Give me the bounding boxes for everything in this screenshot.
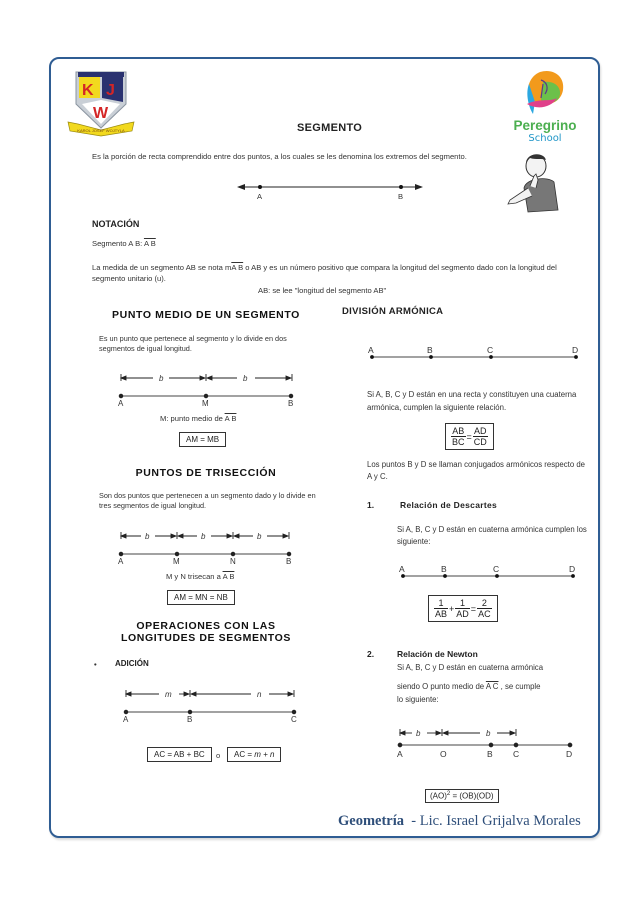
midpoint-formula: AM = MB bbox=[179, 432, 226, 447]
page-title: SEGMENTO bbox=[297, 122, 363, 134]
frac-num: 2 bbox=[477, 598, 492, 609]
notation-overline-ab: A B bbox=[143, 239, 156, 248]
svg-text:W: W bbox=[93, 105, 109, 122]
svg-text:D: D bbox=[566, 749, 573, 759]
operations-title-line2: LONGITUDES DE SEGMENTOS bbox=[121, 632, 291, 644]
svg-text:A: A bbox=[123, 715, 129, 724]
descartes-number: 1. bbox=[367, 500, 375, 510]
addition-formula-1: AC = AB + BC bbox=[147, 747, 212, 762]
svg-text:m: m bbox=[165, 690, 172, 699]
notation-line bbox=[92, 238, 156, 249]
svg-text:KAROL JOSEF WOJTYLA: KAROL JOSEF WOJTYLA bbox=[77, 128, 125, 133]
svg-text:n: n bbox=[257, 690, 262, 699]
svg-text:B: B bbox=[286, 557, 292, 566]
measure-text-1: La medida de un segmento AB se nota m bbox=[92, 263, 232, 272]
segment-definition: Es la porción de recta comprendido entre dos puntos, a los cuales se les denomina los extremos del segmento. bbox=[92, 152, 467, 161]
trisection-diagram bbox=[115, 528, 300, 568]
svg-text:b: b bbox=[145, 532, 150, 541]
frac-den: CD bbox=[473, 437, 487, 447]
svg-text:A: A bbox=[399, 564, 405, 574]
svg-text:O: O bbox=[440, 749, 447, 759]
addition-formula-2-expr: m + n bbox=[254, 750, 275, 759]
harmonic-text: Si A, B, C y D están en una recta y constituyen una cuaterna armónica, cumplen la siguiente relación. bbox=[367, 390, 577, 412]
peregrino-name: Peregrino bbox=[513, 118, 577, 133]
trisection-formula: AM = MN = NB bbox=[167, 590, 235, 605]
svg-text:A: A bbox=[368, 345, 374, 355]
svg-text:C: C bbox=[513, 749, 520, 759]
svg-text:M: M bbox=[173, 557, 180, 566]
midpoint-caption-text: M: punto medio de bbox=[160, 414, 225, 423]
addition-formula-2-prefix: AC = bbox=[234, 750, 255, 759]
frac-num: 1 bbox=[434, 598, 448, 609]
svg-text:b: b bbox=[257, 532, 262, 541]
equals-sign: = bbox=[466, 431, 472, 442]
svg-text:b: b bbox=[243, 374, 248, 383]
svg-text:A: A bbox=[118, 557, 124, 566]
measure-overline: A B bbox=[231, 263, 244, 272]
descartes-formula bbox=[428, 595, 498, 622]
newton-formula-exponent: 2 bbox=[446, 791, 451, 797]
frac-2-ac bbox=[477, 598, 492, 619]
descartes-diagram bbox=[397, 564, 582, 586]
peregrino-sub: School bbox=[528, 133, 562, 144]
svg-text:M: M bbox=[202, 399, 209, 408]
trisection-caption-overline: A B bbox=[222, 572, 235, 581]
frac-num: 1 bbox=[455, 598, 470, 609]
equals-sign: = bbox=[470, 603, 477, 614]
segment-diagram bbox=[235, 180, 425, 204]
svg-text:B: B bbox=[288, 399, 294, 408]
descartes-title: Relación de Descartes bbox=[400, 500, 498, 510]
plus-sign: + bbox=[449, 603, 455, 614]
harmonic-formula bbox=[445, 423, 494, 450]
trisection-caption-text: M y N trisecan a bbox=[166, 572, 223, 581]
frac-den: AC bbox=[478, 609, 491, 619]
newton-formula-rest: = (OB)(OD) bbox=[450, 791, 494, 801]
notation-prefix: Segmento A B: bbox=[92, 239, 144, 248]
operations-title bbox=[88, 620, 324, 644]
svg-text:C: C bbox=[291, 715, 297, 724]
svg-text:C: C bbox=[493, 564, 500, 574]
midpoint-title: PUNTO MEDIO DE UN SEGMENTO bbox=[112, 309, 300, 321]
measure-text-2: o AB y es un número positivo que compara la longitud del segmento dado con la longitud del segmento unitario (u). bbox=[92, 263, 557, 283]
harmonic-diagram bbox=[365, 343, 585, 367]
svg-text:J: J bbox=[106, 82, 115, 99]
trisection-title: PUNTOS DE TRISECCIÓN bbox=[135, 467, 277, 479]
peregrino-school-logo bbox=[505, 68, 595, 148]
point-label-b: B bbox=[398, 192, 404, 201]
svg-text:C: C bbox=[487, 345, 494, 355]
frac-ad-cd bbox=[473, 426, 488, 447]
frac-den: AD bbox=[456, 609, 469, 619]
midpoint-caption-overline: A B bbox=[224, 414, 237, 423]
svg-text:b: b bbox=[416, 729, 421, 738]
frac-den: BC bbox=[452, 437, 465, 447]
addition-formula-2 bbox=[227, 747, 281, 762]
svg-text:N: N bbox=[230, 557, 236, 566]
newton-text-2-prefix: siendo O punto medio de bbox=[397, 682, 486, 691]
reading-note: AB: se lee "longitud del segmento AB" bbox=[258, 286, 387, 295]
frac-num: AB bbox=[452, 426, 465, 436]
newton-diagram bbox=[395, 727, 580, 763]
frac-ab-bc bbox=[451, 426, 466, 447]
newton-text-2 bbox=[397, 681, 541, 692]
svg-text:B: B bbox=[487, 749, 493, 759]
frac-num: AD bbox=[474, 426, 487, 436]
trisection-caption bbox=[166, 571, 234, 582]
svg-text:B: B bbox=[187, 715, 193, 724]
footer-author: - Lic. Israel Grijalva Morales bbox=[404, 813, 581, 829]
descartes-text: Si A, B, C y D están en cuaterna armónica cumplen los siguiente: bbox=[397, 525, 587, 546]
operations-title-line1: OPERACIONES CON LAS bbox=[136, 620, 276, 632]
svg-text:D: D bbox=[569, 564, 576, 574]
addition-subtitle: ADICIÓN bbox=[115, 659, 149, 668]
conjugates-text: Los puntos B y D se llaman conjugados armónicos respecto de A y C. bbox=[367, 460, 586, 481]
midpoint-caption bbox=[160, 413, 236, 424]
svg-text:D: D bbox=[572, 345, 579, 355]
svg-text:b: b bbox=[159, 374, 164, 383]
newton-text-2-suffix: , se cumple bbox=[498, 682, 541, 691]
midpoint-text: Es un punto que pertenece al segmento y lo divide en dos segmentos de igual longitud. bbox=[99, 334, 287, 353]
newton-text-3: lo siguiente: bbox=[397, 695, 439, 704]
notation-heading: NOTACIÓN bbox=[92, 219, 140, 229]
addition-diagram bbox=[121, 688, 306, 728]
newton-title: Relación de Newton bbox=[397, 649, 478, 659]
svg-text:A: A bbox=[397, 749, 403, 759]
newton-text-1: Si A, B, C y D están en cuaterna armónica bbox=[397, 663, 544, 672]
svg-text:A: A bbox=[118, 399, 124, 408]
point-label-a: A bbox=[257, 192, 263, 201]
footer bbox=[338, 813, 581, 830]
newton-formula-base: (AO) bbox=[430, 791, 447, 801]
bullet: • bbox=[94, 660, 97, 669]
newton-number: 2. bbox=[367, 649, 375, 659]
frac-1-ad bbox=[455, 598, 470, 619]
frac-den: AB bbox=[435, 609, 448, 619]
newton-overline-ac: A C bbox=[485, 682, 499, 691]
svg-text:b: b bbox=[201, 532, 206, 541]
trisection-text: Son dos puntos que pertenecen a un segmento dado y lo divide en tres segmentos de igual longitud. bbox=[99, 491, 316, 510]
harmonic-title: DIVISIÓN ARMÓNICA bbox=[342, 306, 444, 317]
svg-text:K: K bbox=[82, 82, 94, 99]
addition-connector: o bbox=[216, 751, 221, 760]
svg-text:B: B bbox=[441, 564, 447, 574]
midpoint-diagram bbox=[115, 370, 300, 410]
measure-paragraph bbox=[92, 262, 580, 284]
svg-text:B: B bbox=[427, 345, 433, 355]
footer-subject: Geometría bbox=[338, 813, 405, 829]
newton-formula bbox=[425, 789, 499, 803]
frac-1-ab bbox=[434, 598, 448, 619]
school-crest-logo bbox=[66, 68, 136, 138]
svg-text:b: b bbox=[486, 729, 491, 738]
